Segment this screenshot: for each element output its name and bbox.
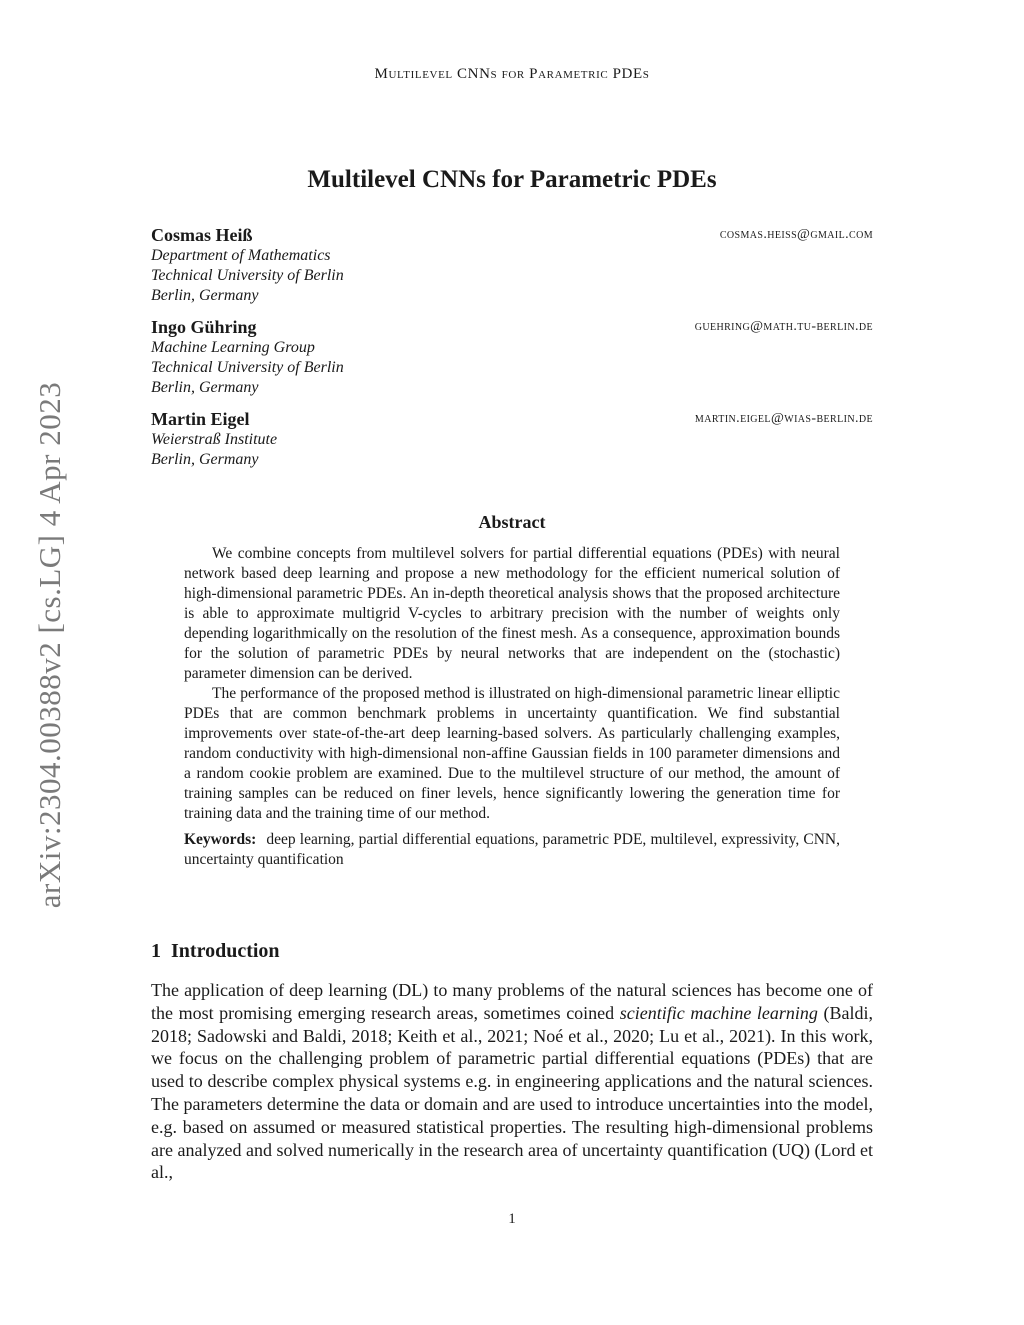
author-affiliation-line: Machine Learning Group <box>151 339 315 356</box>
author-affiliation-line: Weierstraß Institute <box>151 431 278 448</box>
abstract-paragraph: The performance of the proposed method is illustrated on high-dimensional parametric linear elliptic PDEs that are common benchmark problems in uncertainty quantification. We find substantial improvements over state-of-the-art deep learning-based solvers. As particularly challenging examples, random conductivity with high-dimensional non-affine Gaussian fields in 100 parameter dimensions and a random cookie problem are examined. Due to the multilevel structure of our method, the amount of training samples can be reduced on finer levels, hence significantly lowering the generation time for training data and the training time of our method. <box>184 685 840 822</box>
keywords-list: deep learning, partial differential equations, parametric PDE, multilevel, expressivity, CNN, uncertainty quantification <box>184 831 840 868</box>
section-title: Introduction <box>171 940 280 962</box>
page-number: 1 <box>508 1211 516 1227</box>
author-entry <box>151 408 873 470</box>
author-name: Martin Eigel <box>151 409 250 429</box>
author-email: cosmas.heiss@gmail.com <box>719 227 873 242</box>
keywords-label: Keywords: <box>184 831 257 848</box>
author-name: Cosmas Heiß <box>151 225 253 245</box>
author-email: martin.eigel@wias-berlin.de <box>694 411 873 426</box>
author-affiliation-line: Department of Mathematics <box>151 247 331 264</box>
introduction-paragraph <box>151 979 873 1184</box>
author-entry <box>151 316 873 398</box>
author-affiliation-line: Berlin, Germany <box>151 451 259 468</box>
intro-emphasis: scientific machine learning <box>619 1002 818 1023</box>
author-affiliation-line: Berlin, Germany <box>151 287 259 304</box>
author-affiliation-line: Berlin, Germany <box>151 379 259 396</box>
author-name: Ingo Gühring <box>151 317 257 337</box>
section-number: 1 <box>151 940 161 962</box>
intro-text: The application of deep learning (DL) to many problems of the natural sciences has become one of the most promising emerging research areas, sometimes coined <box>151 980 873 1023</box>
abstract-body <box>184 544 840 870</box>
arxiv-identifier-stamp: arXiv:2304.00388v2 [cs.LG] 4 Apr 2023 <box>32 381 67 909</box>
section-heading <box>151 940 280 963</box>
abstract-paragraph: We combine concepts from multilevel solvers for partial differential equations (PDEs) with neural network based deep learning and propose a new methodology for the efficient numerical solution of high-dimensional parametric PDEs. An in-depth theoretical analysis shows that the proposed architecture is able to approximate multigrid V-cycles to arbitrary precision with the number of weights only depending logarithmically on the resolution of the finest mesh. As a consequence, approximation bounds for the solution of parametric PDEs by neural networks that are independent on the (stochastic) parameter dimension can be derived. <box>184 545 840 682</box>
intro-text: (Baldi, 2018; Sadowski and Baldi, 2018; Keith et al., 2021; Noé et al., 2020; Lu et al., 2021). In this work, we focus on the challenging problem of parametric partial differential equations (PDEs) that are used to describe complex physical systems e.g. in engineering applications and the natural sciences. The parameters determine the data or domain and are used to introduce uncertainties into the model, e.g. based on assumed or measured statistical properties. The resulting high-dimensional problems are analyzed and solved numerically in the research area of uncertainty quantification (UQ) (Lord et al., <box>151 1002 873 1183</box>
author-email: guehring@math.tu-berlin.de <box>694 319 873 334</box>
author-block <box>151 224 873 470</box>
keywords <box>184 830 840 870</box>
author-affiliation-line: Technical University of Berlin <box>151 267 344 284</box>
author-entry <box>151 224 873 306</box>
paper-title: Multilevel CNNs for Parametric PDEs <box>307 166 717 193</box>
abstract-heading: Abstract <box>478 512 546 532</box>
running-header: Multilevel CNNs for Parametric PDEs <box>374 66 650 82</box>
author-affiliation-line: Technical University of Berlin <box>151 359 344 376</box>
